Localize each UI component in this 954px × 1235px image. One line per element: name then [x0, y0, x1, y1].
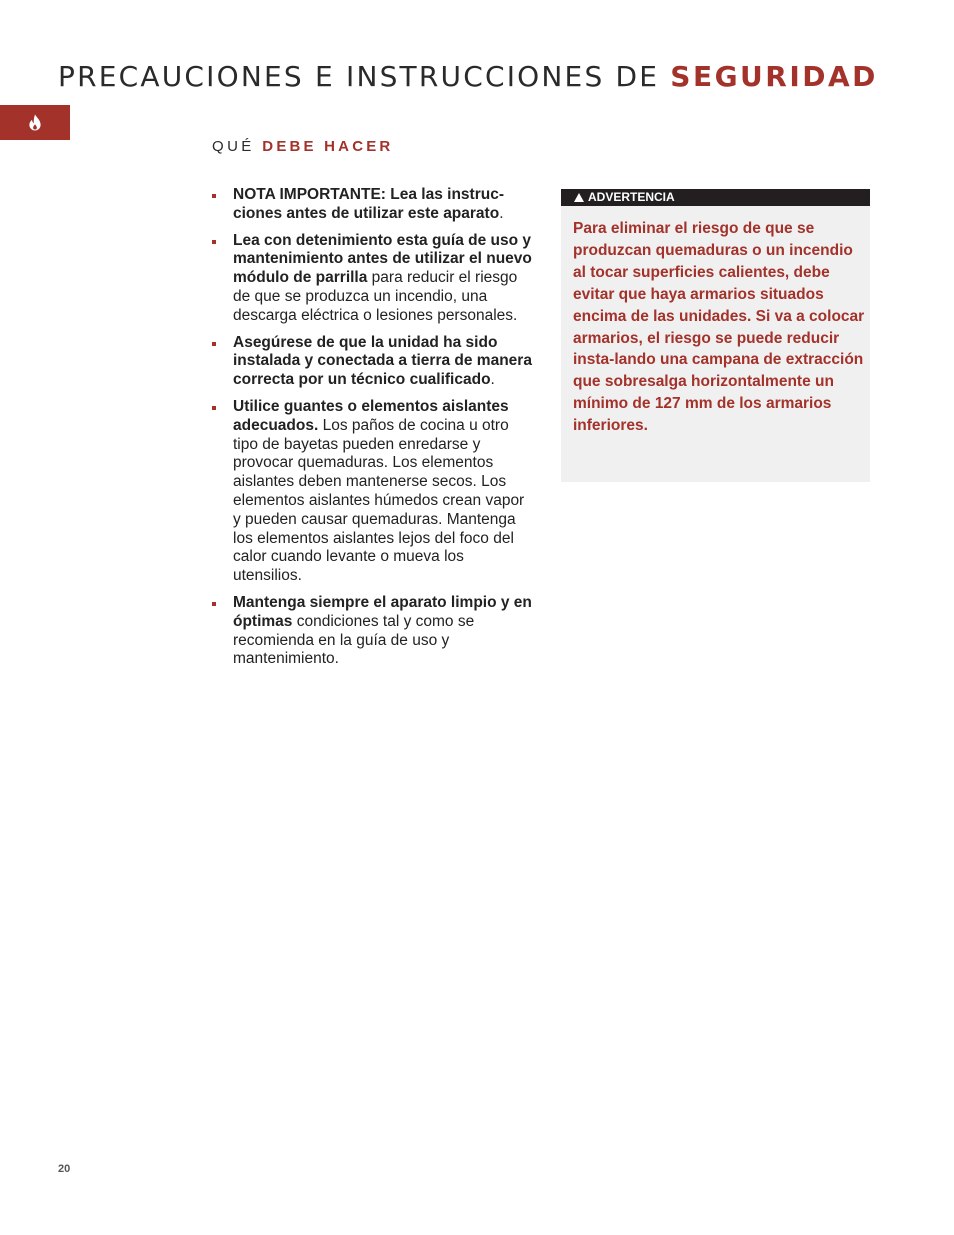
section-tab	[0, 105, 70, 140]
page-title-accent: SEGURIDAD	[670, 60, 878, 93]
page-title-prefix: PRECAUCIONES E INSTRUCCIONES DE	[58, 60, 671, 93]
warning-triangle-icon	[574, 193, 584, 202]
list-item	[212, 594, 532, 669]
warning-text: Para eliminar el riesgo de que se produzcan quemaduras o un incendio al tocar superficies calientes, debe evitar que haya armarios situados encima de las unidades. Si va a colocar armarios, el riesgo se puede reducir insta-lando una campana de extracción que sobresalga horizontalmente un mínimo de 127 mm de los armarios inferiores.	[573, 220, 865, 435]
warning-box	[561, 189, 870, 482]
warning-header	[561, 189, 870, 206]
list-item-text: .	[499, 204, 504, 222]
square-bullet-icon	[212, 602, 216, 606]
flame-icon	[28, 114, 42, 131]
page-number: 20	[58, 1163, 71, 1175]
list-item-bold: Utilice guantes o elementos aislantes adecuados.	[233, 397, 509, 434]
list-item-text: Los paños de cocina u otro tipo de bayetas pueden enredarse y provocar quemaduras. Los elementos aislantes deben mantenerse secos. Los elementos aislantes húmedos crean vapor y pueden causar quemaduras. Mantenga los elementos aislantes lejos del foco del calor cuando levante o mueva los utensilios.	[233, 416, 525, 585]
section-heading	[212, 137, 393, 157]
square-bullet-icon	[212, 342, 216, 346]
list-item	[212, 232, 532, 326]
square-bullet-icon	[212, 194, 216, 198]
square-bullet-icon	[212, 406, 216, 410]
list-item-bold: Asegúrese de que la unidad ha sido instalada y conectada a tierra de manera correcta por un técnico cualificado	[233, 333, 532, 389]
section-heading-accent: DEBE HACER	[262, 138, 394, 155]
section-heading-prefix: QUÉ	[212, 138, 263, 155]
list-item-text: condiciones tal y como se recomienda en la guía de uso y mantenimiento.	[233, 612, 475, 668]
page-title	[58, 58, 878, 96]
list-item	[212, 186, 532, 224]
list-item	[212, 334, 532, 390]
list-item-text: para reducir el riesgo de que se produzca un incendio, una descarga eléctrica o lesiones personales.	[233, 269, 518, 324]
list-item-bold: Mantenga siempre el aparato limpio y en óptimas	[233, 593, 532, 630]
list-item	[212, 398, 532, 586]
list-item-bold: Lea con detenimiento esta guía de uso y mantenimiento antes de utilizar el nuevo módulo de parrilla	[233, 231, 532, 287]
square-bullet-icon	[212, 240, 216, 244]
list-item-text: .	[490, 371, 495, 389]
warning-label: ADVERTENCIA	[588, 190, 675, 204]
list-item-bold: NOTA IMPORTANTE: Lea las instruc-ciones antes de utilizar este aparato	[233, 186, 504, 222]
instructions-list	[212, 186, 532, 677]
